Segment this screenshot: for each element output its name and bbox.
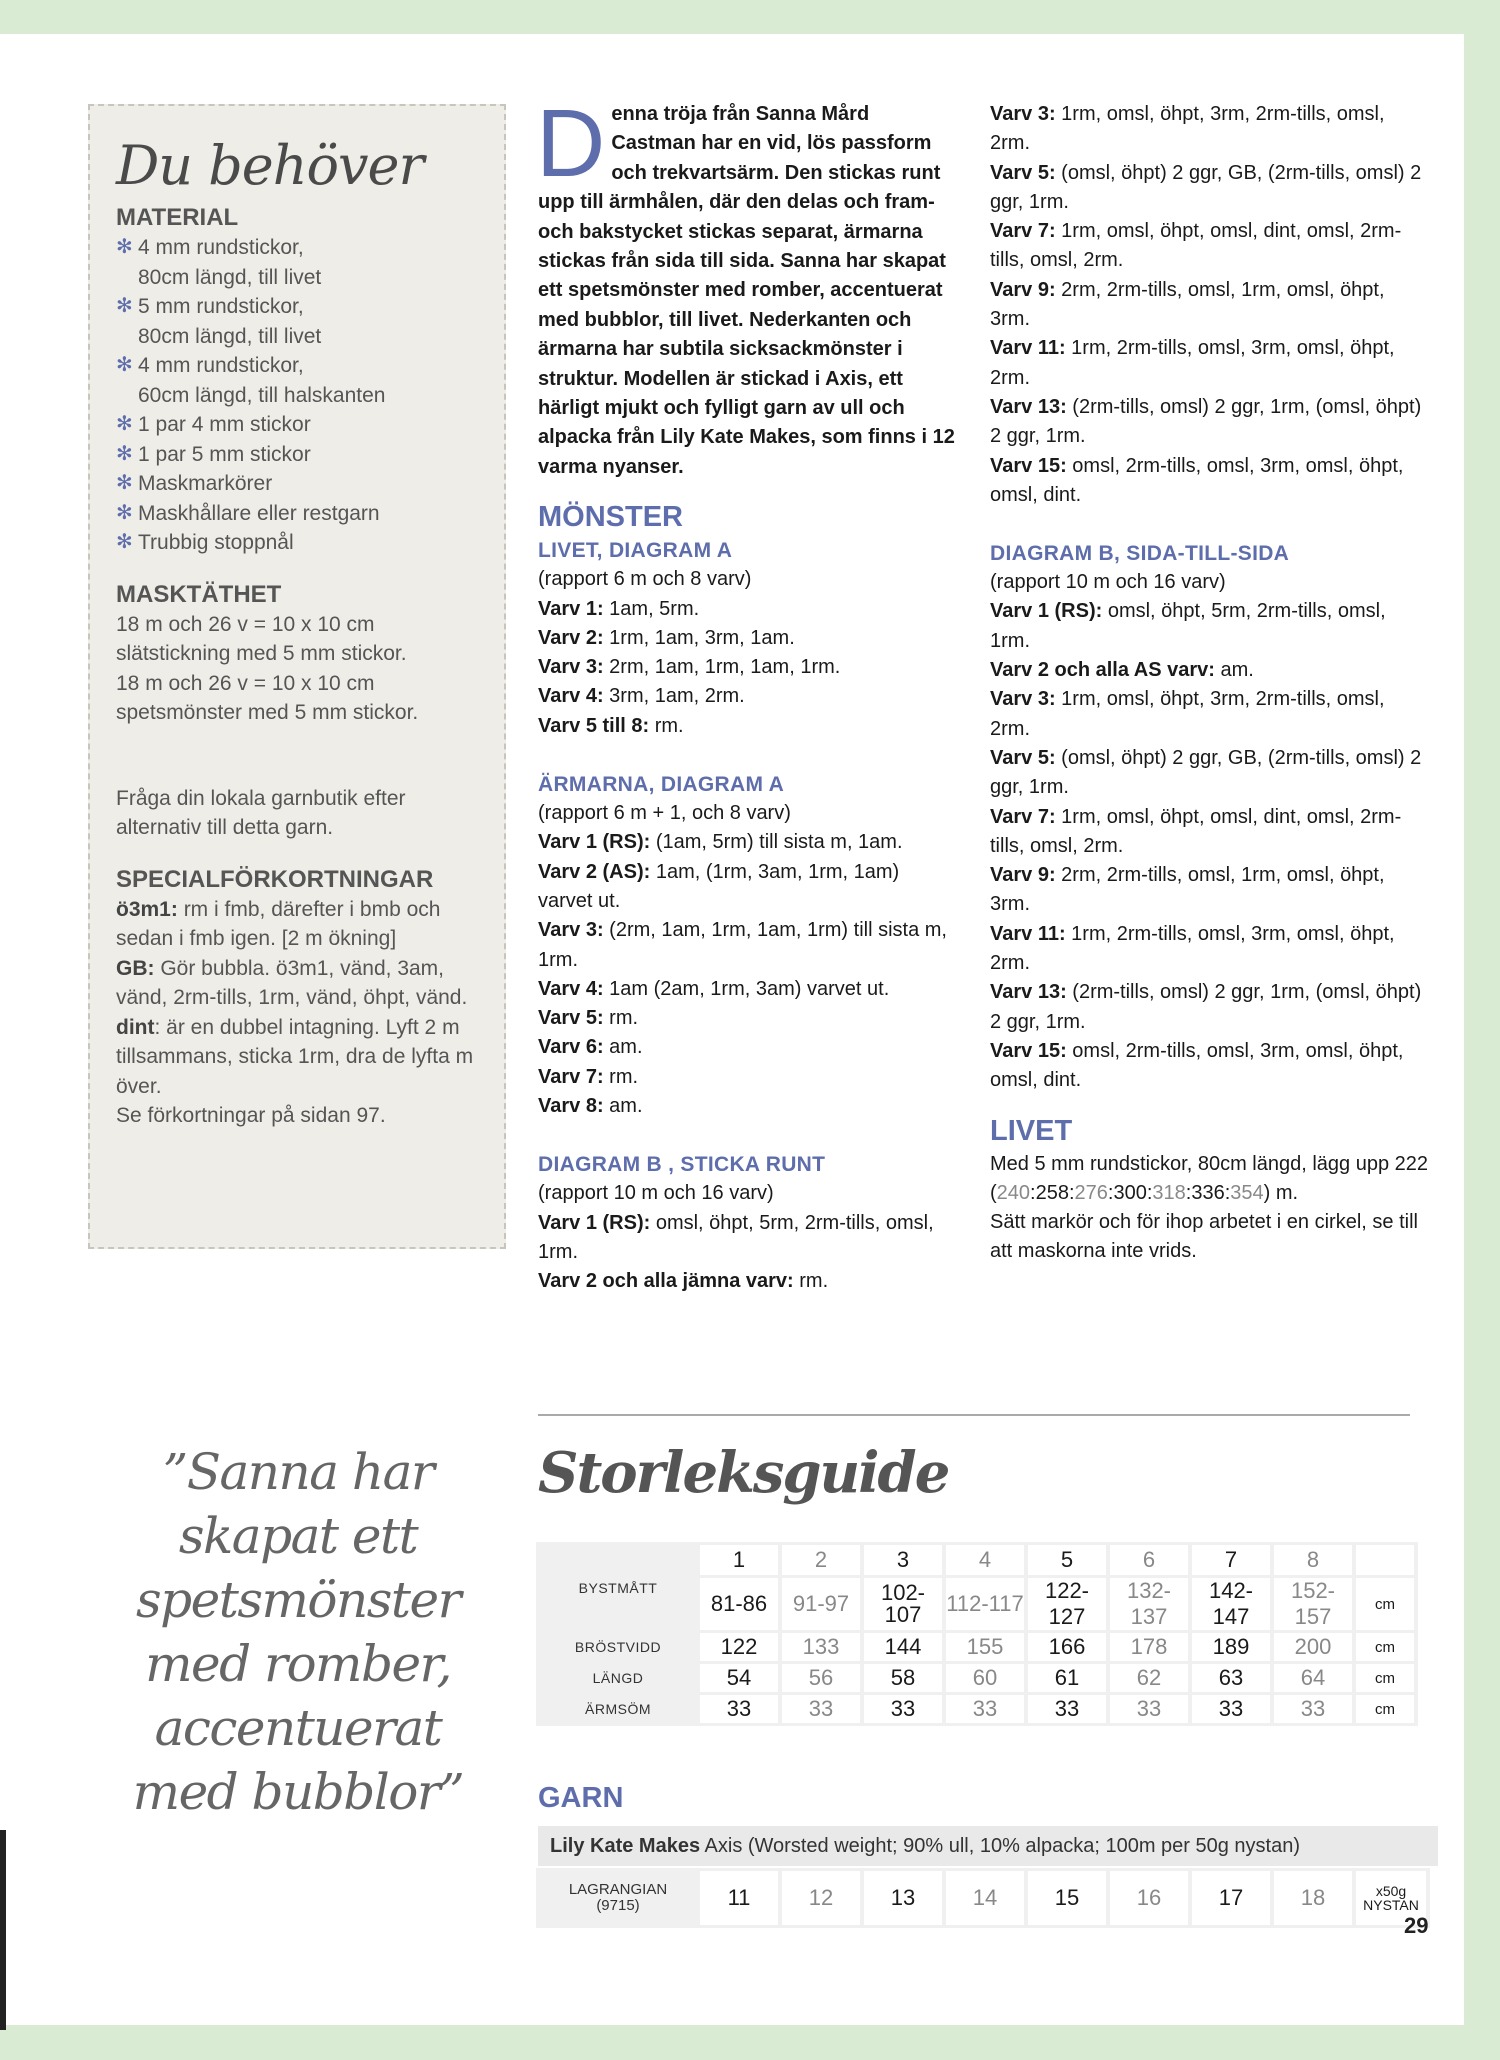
row-label: ÄRMSÖM <box>540 1695 696 1723</box>
yarn-description: Lily Kate Makes Axis (Worsted weight; 90% ull, 10% alpacka; 100m per 50g nystan) <box>538 1826 1438 1866</box>
table-cell: 56 <box>782 1664 860 1692</box>
table-cell: 33 <box>946 1695 1024 1723</box>
shop-note: Fråga din lokala garnbutik efter <box>116 786 406 810</box>
gauge-heading: MASKTÄTHET <box>116 580 282 608</box>
asterisk-bullet-icon: ✻ <box>116 295 133 317</box>
page-edge <box>0 1830 6 2030</box>
table-cell: 132-137 <box>1110 1578 1188 1630</box>
size-header: 5 <box>1028 1545 1106 1575</box>
table-cell: 18 <box>1274 1871 1352 1925</box>
rapport-note: (rapport 6 m och 8 varv) <box>538 568 752 591</box>
pattern-row: Varv 9: 2rm, 2rm-tills, omsl, 1rm, omsl, öhpt, 3rm. <box>990 278 1385 331</box>
asterisk-bullet-icon: ✻ <box>116 354 133 376</box>
table-cell: 17 <box>1192 1871 1270 1925</box>
rapport-note: (rapport 10 m och 16 varv) <box>990 571 1226 594</box>
pattern-row: Varv 2: 1rm, 1am, 3rm, 1am. <box>538 626 795 649</box>
abbreviation: ö3m1: rm i fmb, därefter i bmb och sedan i fmb igen. [2 m ökning] <box>116 897 441 950</box>
material-text: 1 par 4 mm stickor <box>138 413 311 436</box>
size-table <box>536 1542 1418 1726</box>
pull-quote: ”Sanna har skapat ett spetsmönster med romber, accentuerat med bubblor” <box>132 1443 464 1821</box>
pattern-row: Varv 1: 1am, 5rm. <box>538 597 700 620</box>
gauge-line: 18 m och 26 v = 10 x 10 cm <box>116 671 375 695</box>
material-item <box>116 499 480 529</box>
gauge-line: 18 m och 26 v = 10 x 10 cm <box>116 612 375 636</box>
table-row <box>540 1633 1414 1661</box>
pattern-row: Varv 4: 1am (2am, 1rm, 3am) varvet ut. <box>538 977 890 1000</box>
row-list <box>990 100 1430 510</box>
divider <box>538 1414 1410 1416</box>
unit-cell <box>1356 1545 1414 1575</box>
pattern-row: Varv 13: (2rm-tills, omsl) 2 ggr, 1rm, (omsl, öhpt) 2 ggr, 1rm. <box>990 395 1422 448</box>
size-header: 3 <box>864 1545 942 1575</box>
pattern-row: Varv 4: 3rm, 1am, 2rm. <box>538 685 745 708</box>
pattern-column-2 <box>990 100 1430 1267</box>
material-text: 4 mm rundstickor, 60cm längd, till halskanten <box>138 354 386 407</box>
material-text: Trubbig stoppnål <box>138 531 294 554</box>
unit-cell: cm <box>1356 1695 1414 1723</box>
pattern-row: Varv 2 och alla AS varv: am. <box>990 659 1254 682</box>
subheading-armarna: ÄRMARNA, DIAGRAM A <box>538 773 785 797</box>
pattern-row: Varv 11: 1rm, 2rm-tills, omsl, 3rm, omsl, öhpt, 2rm. <box>990 922 1395 975</box>
material-text: Maskhållare eller restgarn <box>138 501 380 525</box>
pattern-row: Varv 5: (omsl, öhpt) 2 ggr, GB, (2rm-tills, omsl) 2 ggr, 1rm. <box>990 746 1422 799</box>
table-cell: 189 <box>1192 1633 1270 1661</box>
materials-sidebar <box>88 104 506 1249</box>
table-cell: 12 <box>782 1871 860 1925</box>
abbreviation: dint: är en dubbel intagning. Lyft 2 m tillsammans, sticka 1rm, dra de lyfta m över. <box>116 1015 474 1098</box>
table-cell: 91-97 <box>782 1578 860 1630</box>
section-heading-monster: MÖNSTER <box>538 501 683 534</box>
unit-cell: cm <box>1356 1633 1414 1661</box>
table-cell: 122-127 <box>1028 1578 1106 1630</box>
asterisk-bullet-icon: ✻ <box>116 413 133 435</box>
pattern-row: Varv 7: 1rm, omsl, öhpt, omsl, dint, omsl, 2rm-tills, omsl, 2rm. <box>990 805 1402 857</box>
see-page-note: Se förkortningar på sidan 97. <box>116 1104 386 1127</box>
table-row <box>540 1545 1414 1575</box>
asterisk-bullet-icon: ✻ <box>116 472 133 494</box>
table-cell: 200 <box>1274 1633 1352 1661</box>
table-cell: 33 <box>1192 1695 1270 1723</box>
rapport-note: (rapport 10 m och 16 varv) <box>538 1182 774 1205</box>
table-cell: 33 <box>864 1695 942 1723</box>
unit-cell: x50g NYSTAN <box>1356 1871 1426 1925</box>
pattern-row: Varv 5: rm. <box>538 1007 639 1030</box>
subheading-livet-diagram-a: LIVET, DIAGRAM A <box>538 539 733 563</box>
pattern-row: Varv 3: 1rm, omsl, öhpt, 3rm, 2rm-tills, omsl, 2rm. <box>990 103 1385 155</box>
table-cell: 16 <box>1110 1871 1188 1925</box>
drop-cap: D <box>536 90 606 197</box>
pattern-row: Varv 3: (2rm, 1am, 1rm, 1am, 1rm) till sista m, 1rm. <box>538 919 947 971</box>
table-cell: 122 <box>700 1633 778 1661</box>
yarn-heading: GARN <box>538 1782 624 1814</box>
table-row <box>540 1871 1426 1925</box>
subheading-diagram-b-runt: DIAGRAM B , STICKA RUNT <box>538 1153 826 1177</box>
asterisk-bullet-icon: ✻ <box>116 236 133 258</box>
table-cell: 33 <box>1110 1695 1188 1723</box>
table-cell: 14 <box>946 1871 1024 1925</box>
yarn-table <box>536 1868 1430 1928</box>
pattern-row: Varv 15: omsl, 2rm-tills, omsl, 3rm, omsl, öhpt, omsl, dint. <box>990 1039 1404 1092</box>
pattern-row: Varv 1 (RS): omsl, öhpt, 5rm, 2rm-tills, omsl, 1rm. <box>538 1211 934 1263</box>
table-cell: 63 <box>1192 1664 1270 1692</box>
pattern-row: Varv 1 (RS): (1am, 5rm) till sista m, 1am. <box>538 831 903 854</box>
material-item <box>116 469 480 499</box>
section-heading-livet: LIVET <box>990 1114 1073 1147</box>
table-row <box>540 1664 1414 1692</box>
table-cell: 144 <box>864 1633 942 1661</box>
table-cell: 33 <box>1028 1695 1106 1723</box>
pattern-row: Varv 15: omsl, 2rm-tills, omsl, 3rm, omsl, öhpt, omsl, dint. <box>990 454 1404 506</box>
table-cell: 13 <box>864 1871 942 1925</box>
material-item <box>116 292 480 351</box>
pattern-row: Varv 9: 2rm, 2rm-tills, omsl, 1rm, omsl, öhpt, 3rm. <box>990 864 1385 916</box>
pattern-row: Varv 7: 1rm, omsl, öhpt, omsl, dint, omsl, 2rm-tills, omsl, 2rm. <box>990 220 1402 272</box>
size-header: 7 <box>1192 1545 1270 1575</box>
livet-instructions: Med 5 mm rundstickor, 80cm längd, lägg upp 222 (240:258:276:300:318:336:354) m. <box>990 1152 1429 1204</box>
abbreviation: GB: Gör bubbla. ö3m1, vänd, 3am, vänd, 2rm-tills, 1rm, vänd, öhpt, vänd. <box>116 956 468 1009</box>
table-cell: 81-86 <box>700 1578 778 1630</box>
material-heading: MATERIAL <box>116 204 239 231</box>
table-cell: 11 <box>700 1871 778 1925</box>
table-cell: 58 <box>864 1664 942 1692</box>
pattern-row: Varv 7: rm. <box>538 1065 639 1088</box>
pattern-row: Varv 6: am. <box>538 1036 643 1059</box>
gauge-line: spetsmönster med 5 mm stickor. <box>116 701 419 724</box>
table-cell: 33 <box>782 1695 860 1723</box>
pattern-row: Varv 13: (2rm-tills, omsl) 2 ggr, 1rm, (omsl, öhpt) 2 ggr, 1rm. <box>990 981 1422 1033</box>
table-cell: 33 <box>1274 1695 1352 1723</box>
row-list <box>538 828 956 1121</box>
size-guide-title: Storleksguide <box>538 1440 949 1506</box>
asterisk-bullet-icon: ✻ <box>116 501 133 524</box>
color-label: LAGRANGIAN (9715) <box>540 1871 696 1925</box>
table-cell: 61 <box>1028 1664 1106 1692</box>
abbreviations-heading: SPECIALFÖRKORTNINGAR <box>116 865 434 893</box>
sidebar-title: Du behöver <box>116 134 424 197</box>
size-header: 1 <box>700 1545 778 1575</box>
page-number: 29 <box>1404 1913 1429 1938</box>
material-text: Maskmarkörer <box>138 472 273 495</box>
table-cell: 133 <box>782 1633 860 1661</box>
pattern-row: Varv 11: 1rm, 2rm-tills, omsl, 3rm, omsl, öhpt, 2rm. <box>990 337 1395 389</box>
table-cell: 64 <box>1274 1664 1352 1692</box>
material-text: 4 mm rundstickor, 80cm längd, till livet <box>138 236 322 289</box>
material-item <box>116 528 480 558</box>
row-label: BRÖSTVIDD <box>540 1633 696 1661</box>
table-cell: 178 <box>1110 1633 1188 1661</box>
asterisk-bullet-icon: ✻ <box>116 442 133 465</box>
table-cell: 60 <box>946 1664 1024 1692</box>
pattern-row: Varv 2 (AS): 1am, (1rm, 3am, 1rm, 1am) varvet ut. <box>538 860 900 912</box>
pattern-row: Varv 3: 2rm, 1am, 1rm, 1am, 1rm. <box>538 656 841 679</box>
material-item <box>116 351 480 410</box>
table-cell: 155 <box>946 1633 1024 1661</box>
table-cell: 54 <box>700 1664 778 1692</box>
table-cell: 33 <box>700 1695 778 1723</box>
table-cell: 142-147 <box>1192 1578 1270 1630</box>
size-header: 6 <box>1110 1545 1188 1575</box>
table-cell: 166 <box>1028 1633 1106 1661</box>
rapport-note: (rapport 6 m + 1, och 8 varv) <box>538 802 791 825</box>
table-cell: 112-117 <box>946 1578 1024 1630</box>
size-header: 8 <box>1274 1545 1352 1575</box>
pattern-row: Varv 1 (RS): omsl, öhpt, 5rm, 2rm-tills, omsl, 1rm. <box>990 600 1386 652</box>
pattern-row: Varv 8: am. <box>538 1095 643 1118</box>
pattern-row: Varv 5: (omsl, öhpt) 2 ggr, GB, (2rm-tills, omsl) 2 ggr, 1rm. <box>990 161 1422 213</box>
intro-paragraph: Denna tröja från Sanna Mård Castman har en vid, lös passform och trekvartsärm. Den stickas runt upp till ärmhålen, där den delas och fram- och bakstycket stickas separat, ärmarna stickas från sida till sida. Sanna har skapat ett spetsmönster med romber, accentuerat med bubblor, till livet. Nederkanten och ärmarna har subtila sicksackmönster i struktur. Modellen är stickad i Axis, ett härligt mjukt och fylligt garn av ull och alpacka från Lily Kate Makes, som finns i 12 varma nyanser. <box>536 90 955 478</box>
table-cell: 15 <box>1028 1871 1106 1925</box>
table-row <box>540 1695 1414 1723</box>
material-item <box>116 233 480 292</box>
row-list <box>538 1209 956 1297</box>
material-text: 1 par 5 mm stickor <box>138 442 311 466</box>
material-list <box>116 233 480 558</box>
material-item <box>116 440 480 470</box>
unit-cell: cm <box>1356 1578 1414 1630</box>
material-text: 5 mm rundstickor, 80cm längd, till livet <box>138 295 322 348</box>
pattern-row: Varv 2 och alla jämna varv: rm. <box>538 1270 829 1293</box>
livet-instructions-2: Sätt markör och för ihop arbetet i en cirkel, se till att maskorna inte vrids. <box>990 1211 1418 1263</box>
size-header: 2 <box>782 1545 860 1575</box>
gauge-line: slätstickning med 5 mm stickor. <box>116 642 407 665</box>
pattern-row: Varv 3: 1rm, omsl, öhpt, 3rm, 2rm-tills, omsl, 2rm. <box>990 688 1385 740</box>
unit-cell: cm <box>1356 1664 1414 1692</box>
row-label: BYSTMÅTT <box>540 1545 696 1630</box>
table-cell: 102- 107 <box>864 1578 942 1630</box>
pattern-column-1 <box>536 90 956 1297</box>
asterisk-bullet-icon: ✻ <box>116 531 133 553</box>
subheading-diagram-b-sida: DIAGRAM B, SIDA-TILL-SIDA <box>990 542 1290 566</box>
table-cell: 62 <box>1110 1664 1188 1692</box>
material-item <box>116 410 480 440</box>
table-cell: 152-157 <box>1274 1578 1352 1630</box>
row-list <box>538 595 956 741</box>
size-header: 4 <box>946 1545 1024 1575</box>
row-label: LÄNGD <box>540 1664 696 1692</box>
pattern-row: Varv 5 till 8: rm. <box>538 714 684 737</box>
row-list <box>990 597 1430 1095</box>
shop-note: alternativ till detta garn. <box>116 816 334 839</box>
